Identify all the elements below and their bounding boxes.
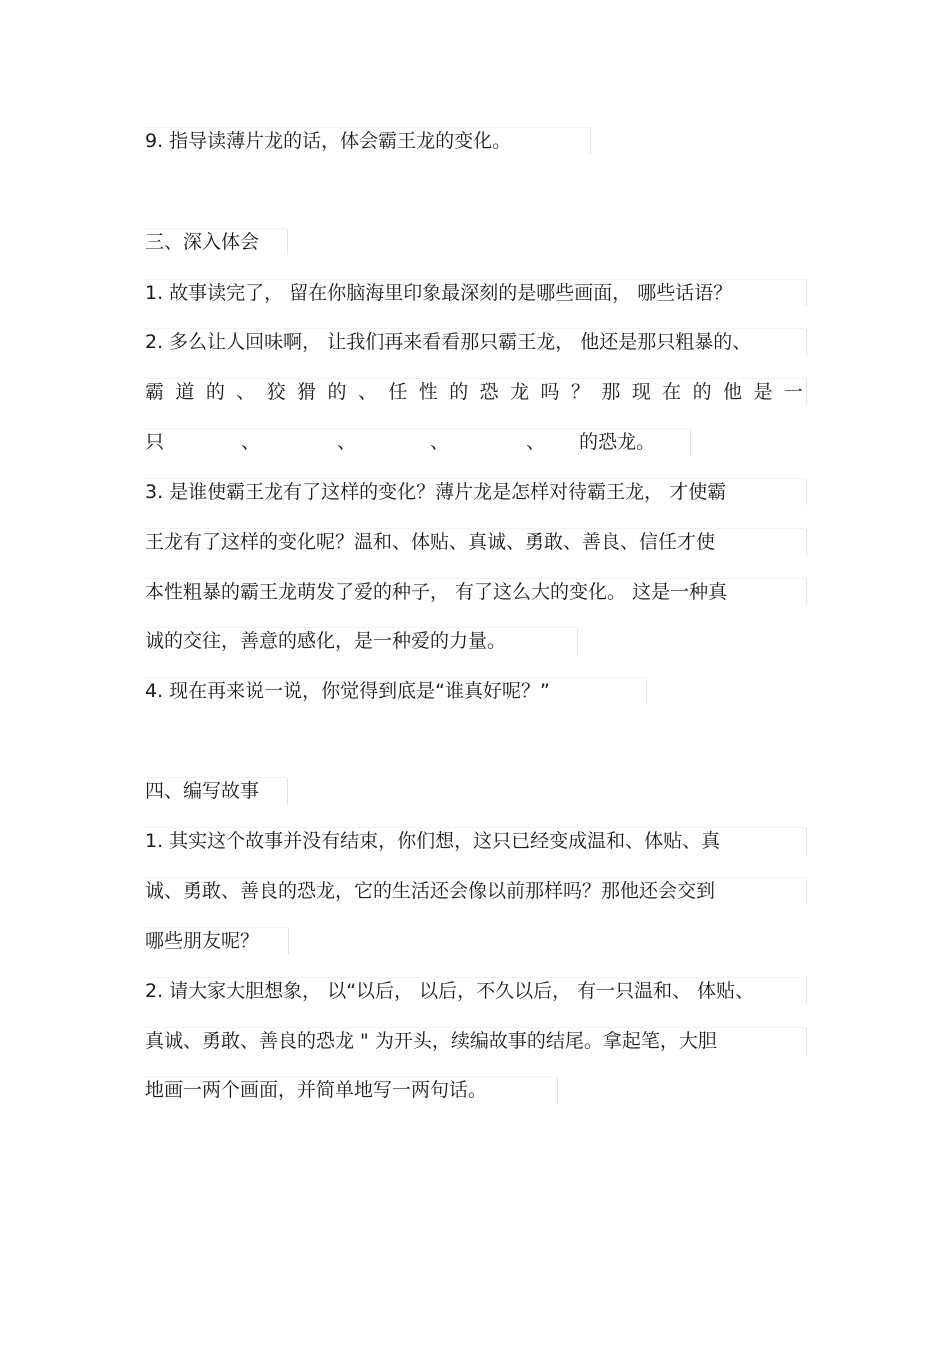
justified-char: 任 [388, 381, 408, 403]
justified-char: 他 [723, 381, 743, 403]
justified-char: 的 [327, 381, 347, 403]
section3-question-4: 4. 现在再来说一说，你觉得到底是“谁真好呢？” [145, 678, 647, 704]
section3-question-2-line-2 [145, 379, 807, 405]
justified-char: 的 [205, 381, 225, 403]
justified-char: 那 [601, 381, 621, 403]
section3-question-2-line-3 [145, 429, 691, 455]
justified-char: 霸 [145, 381, 165, 403]
fill-blank-prefix: 只 [145, 431, 165, 453]
section-heading-write-story: 四、编写故事 [145, 778, 288, 804]
justified-char: 现 [631, 381, 651, 403]
section3-question-3-line-4: 诚的交往，善意的感化，是一种爱的力量。 [145, 628, 578, 654]
justified-char: 道 [175, 381, 195, 403]
justified-char: 性 [418, 381, 438, 403]
justified-char: 的 [692, 381, 712, 403]
justified-char: 恐 [479, 381, 499, 403]
justified-char: ？ [570, 381, 590, 403]
fill-blank-separator-3: 、 [430, 431, 450, 453]
section4-question-1-line-3: 哪些朋友呢？ [145, 928, 289, 954]
section4-question-2-line-1: 2. 请大家大胆想象， 以“以后， 以后，不久以后， 有一只温和、 体贴、 [145, 978, 807, 1004]
section4-question-1-line-2: 诚、勇敢、善良的恐龙，它的生活还会像以前那样吗？那他还会交到 [145, 878, 807, 904]
fill-blank-separator-2: 、 [337, 431, 357, 453]
justified-char: 、 [236, 381, 256, 403]
section4-question-1-line-1: 1. 其实这个故事并没有结束，你们想，这只已经变成温和、体贴、真 [145, 828, 807, 854]
section3-question-1: 1. 故事读完了， 留在你脑海里印象最深刻的是哪些画面， 哪些话语？ [145, 280, 807, 306]
fill-blank-separator-1: 、 [241, 431, 261, 453]
section4-question-2-line-3: 地画一两个画面，并简单地写一两句话。 [145, 1077, 558, 1103]
justified-char: 在 [662, 381, 682, 403]
section-heading-deep-understanding: 三、深入体会 [145, 229, 288, 255]
section3-question-3-line-2: 王龙有了这样的变化呢？温和、体贴、真诚、勇敢、善良、信任才使 [145, 529, 807, 555]
justified-char: 猾 [297, 381, 317, 403]
section3-question-3-line-1: 3. 是谁使霸王龙有了这样的变化？薄片龙是怎样对待霸王龙， 才使霸 [145, 479, 807, 505]
section4-question-2-line-2: 真诚、勇敢、善良的恐龙 " 为开头，续编故事的结尾。拿起笔，大胆 [145, 1028, 807, 1054]
justified-char: 、 [357, 381, 377, 403]
instruction-item-9: 9. 指导读薄片龙的话，体会霸王龙的变化。 [145, 128, 591, 154]
section3-question-2-line-1: 2. 多么让人回味啊， 让我们再来看看那只霸王龙， 他还是那只粗暴的、 [145, 329, 807, 355]
justified-char: 龙 [510, 381, 530, 403]
fill-blank-separator-4: 、 [526, 431, 546, 453]
section3-question-3-line-3: 本性粗暴的霸王龙萌发了爱的种子， 有了这么大的变化。 这是一种真 [145, 579, 807, 605]
justified-char: 一 [783, 381, 803, 403]
justified-char: 吗 [540, 381, 560, 403]
fill-blank-suffix: 的恐龙。 [579, 431, 656, 453]
justified-char: 的 [449, 381, 469, 403]
justified-char: 是 [753, 381, 773, 403]
justified-char: 狡 [266, 381, 286, 403]
